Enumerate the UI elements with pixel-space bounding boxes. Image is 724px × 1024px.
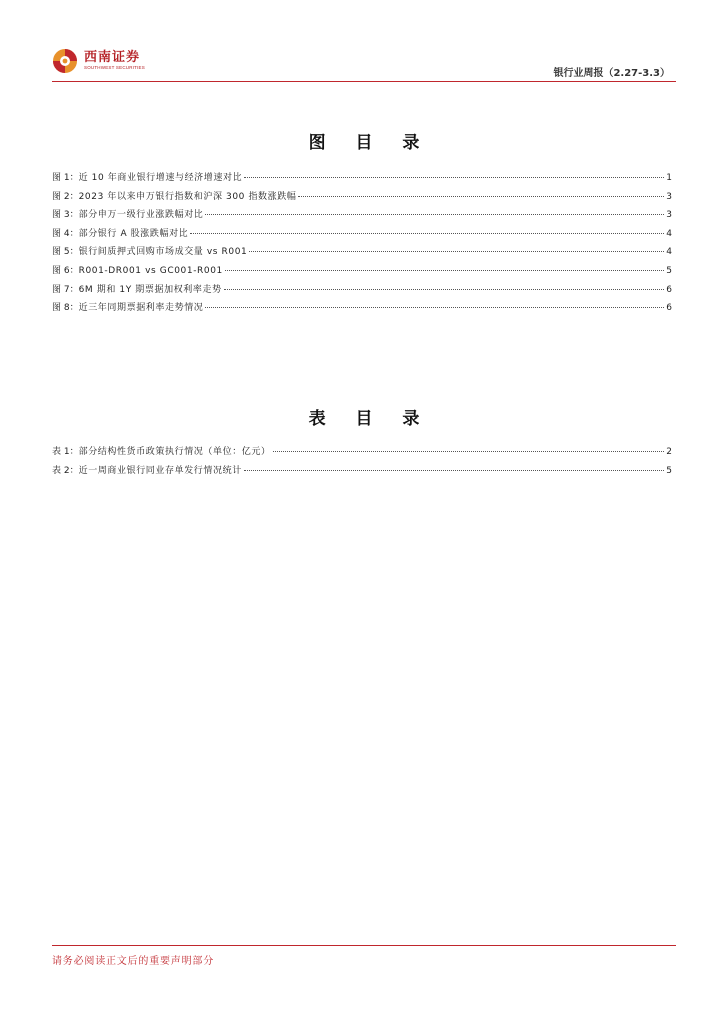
toc-leader-dots xyxy=(244,470,664,471)
figure-toc-list xyxy=(52,170,672,319)
toc-entry-label: 图 3： xyxy=(52,210,79,221)
figure-toc-entry-5[interactable] xyxy=(52,244,672,263)
figure-toc-entry-8[interactable] xyxy=(52,300,672,319)
footer-divider xyxy=(52,945,676,946)
toc-leader-dots xyxy=(249,251,664,252)
toc-entry-page: 1 xyxy=(666,173,672,183)
footer-disclaimer-notice: 请务必阅读正文后的重要声明部分 xyxy=(52,956,214,967)
toc-leader-dots xyxy=(224,289,665,290)
toc-entry-label: 图 6： xyxy=(52,265,79,276)
figure-toc-entry-4[interactable] xyxy=(52,226,672,245)
toc-entry-label: 图 1： xyxy=(52,173,79,183)
toc-leader-dots xyxy=(190,233,664,234)
toc-entry-text: 近 10 年商业银行增速与经济增速对比 xyxy=(78,173,243,183)
toc-entry-text: 6M 期和 1Y 期票据加权利率走势 xyxy=(78,284,222,295)
figure-toc-entry-6[interactable] xyxy=(52,263,672,282)
toc-entry-label: 表 1： xyxy=(52,447,79,457)
toc-entry-label: 图 5： xyxy=(52,247,79,258)
toc-entry-text: 2023 年以来申万银行指数和沪深 300 指数涨跌幅 xyxy=(78,191,297,202)
table-toc-title: 表 目 录 xyxy=(308,409,432,429)
table-toc-entry-2[interactable] xyxy=(52,463,672,482)
toc-entry-page: 4 xyxy=(666,228,672,239)
toc-entry-label: 图 7： xyxy=(52,284,79,295)
toc-entry-page: 5 xyxy=(666,265,672,276)
toc-entry-text: 部分银行 A 股涨跌幅对比 xyxy=(78,228,189,239)
toc-entry-text: R001-DR001 vs GC001-R001 xyxy=(78,265,223,276)
logo-emblem-icon xyxy=(52,48,78,74)
report-title: 银行业周报（2.27-3.3） xyxy=(553,68,670,79)
toc-entry-label: 图 8： xyxy=(52,303,79,314)
toc-entry-label: 图 2： xyxy=(52,191,79,202)
toc-entry-page: 6 xyxy=(666,303,672,314)
logo-english-name: SOUTHWEST SECURITIES xyxy=(84,65,145,71)
toc-leader-dots xyxy=(205,214,664,215)
table-toc-list xyxy=(52,444,672,481)
toc-leader-dots xyxy=(298,196,664,197)
toc-entry-page: 4 xyxy=(666,247,672,258)
toc-leader-dots xyxy=(244,177,664,178)
figure-toc-entry-2[interactable] xyxy=(52,189,672,208)
toc-leader-dots xyxy=(225,270,664,271)
figure-toc-entry-1[interactable] xyxy=(52,170,672,189)
toc-entry-page: 3 xyxy=(666,210,672,221)
toc-entry-text: 部分结构性货币政策执行情况（单位：亿元） xyxy=(78,447,271,457)
company-logo xyxy=(52,44,145,78)
toc-entry-text: 近三年同期票据利率走势情况 xyxy=(78,303,204,314)
table-toc-entry-1[interactable] xyxy=(52,444,672,463)
page-header xyxy=(52,40,676,82)
toc-leader-dots xyxy=(273,451,665,452)
toc-entry-page: 6 xyxy=(666,284,672,295)
toc-entry-text: 部分申万一级行业涨跌幅对比 xyxy=(78,210,204,221)
toc-entry-label: 表 2： xyxy=(52,465,79,476)
toc-entry-label: 图 4： xyxy=(52,228,79,239)
toc-entry-page: 2 xyxy=(666,447,672,457)
figure-toc-entry-7[interactable] xyxy=(52,282,672,301)
toc-entry-page: 5 xyxy=(666,465,672,476)
figure-toc-title: 图 目 录 xyxy=(308,133,432,153)
figure-toc-entry-3[interactable] xyxy=(52,207,672,226)
logo-chinese-name: 西南证券 xyxy=(84,50,141,66)
toc-entry-text: 银行间质押式回购市场成交量 vs R001 xyxy=(78,247,248,258)
toc-leader-dots xyxy=(205,307,664,308)
toc-entry-text: 近一周商业银行同业存单发行情况统计 xyxy=(78,465,242,476)
header-divider xyxy=(52,81,676,82)
toc-entry-page: 3 xyxy=(666,191,672,202)
